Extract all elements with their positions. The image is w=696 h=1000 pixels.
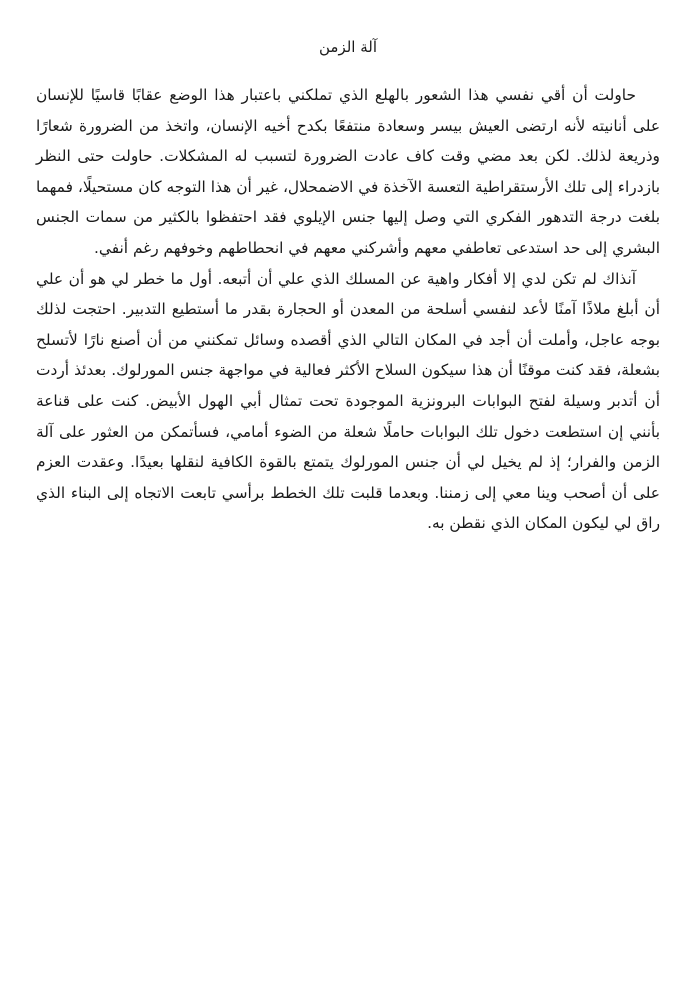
- running-header-title: آلة الزمن: [318, 38, 377, 56]
- paragraph-1: حاولت أن أقي نفسي هذا الشعور بالهلع الذي تملكني باعتبار هذا الوضع عقابًا قاسيًا للإنسان على أنانيته لأنه ارتضى العيش بيسر وسعادة منتفعًا بكدح أخيه الإنسان، واتخذ من الضرورة شعارًا وذريعة لذلك. لكن بعد مضي وقت كاف عادت الضرورة لتسبب له المشكلات. حاولت حتى النظر بازدراء إلى تلك الأرستقراطية التعسة الآخذة في الاضمحلال، غير أن هذا التوجه كان مستحيلًا، فمهما بلغت درجة التدهور الفكري التي وصل إليها جنس الإيلوي فقد احتفظوا بالكثير من سمات الجنس البشري إلى حد استدعى تعاطفي معهم وأشركني معهم في انحطاطهم وخوفهم رغم أنفي.: [36, 86, 660, 257]
- paragraph-2: آنذاك لم تكن لدي إلا أفكار واهية عن المسلك الذي علي أن أتبعه. أول ما خطر لي هو أن علي أن أبلغ ملاذًا آمنًا لأعد لنفسي أسلحة من المعدن أو الحجارة بقدر ما أستطيع التدبير. احتجت لذلك بوجه عاجل، وأملت أن أجد في المكان التالي الذي أقصده وسائل تمكنني من أن أصنع نارًا لأتسلح بشعلة، فقد كنت موقنًا أن هذا سيكون السلاح الأكثر فعالية في مواجهة جنس المورلوك. بعدئذ أردت أن أتدبر وسيلة لفتح البوابات البرونزية الموجودة تحت تمثال أبي الهول الأبيض. كنت على قناعة بأنني إن استطعت دخول تلك البوابات حاملًا شعلة من الضوء أمامي، فسأتمكن من العثور على آلة الزمن والفرار؛ إذ لم يخيل لي أن جنس المورلوك يتمتع بالقوة الكافية لنقلها بعيدًا. وعقدت العزم على أن أصحب وينا معي إلى زمننا. وبعدما قلبت تلك الخطط برأسي تابعت الاتجاه إلى البناء الذي راق لي ليكون المكان الذي نقطن به.: [36, 269, 660, 533]
- body-text: [36, 80, 660, 539]
